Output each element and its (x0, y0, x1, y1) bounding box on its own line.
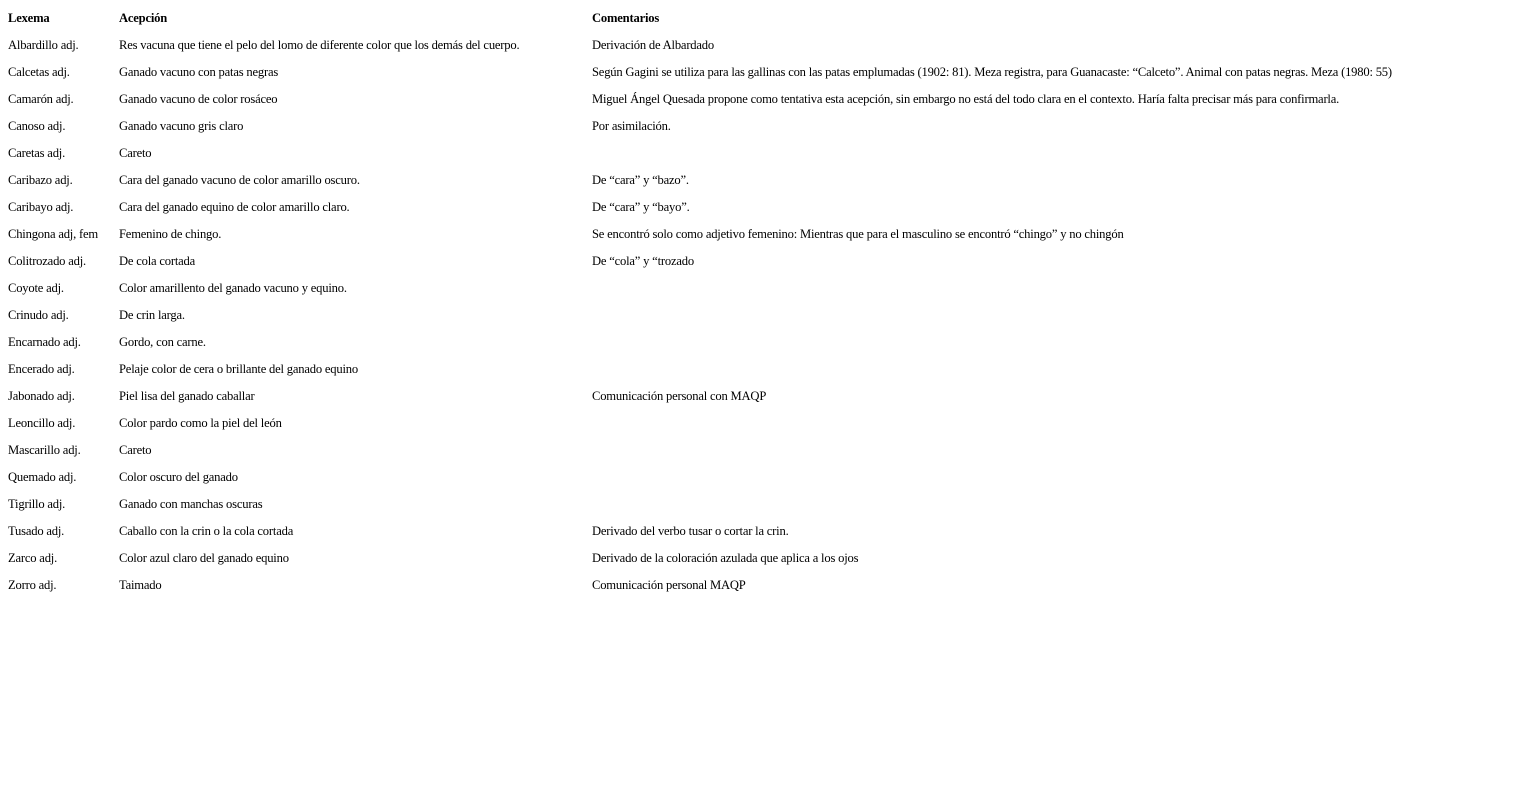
cell-acepcion: Color pardo como la piel del león (119, 416, 282, 431)
cell-lexema: Caribazo adj. (8, 173, 73, 188)
header-acepcion: Acepción (119, 11, 168, 26)
table-row (4, 248, 1521, 275)
cell-lexema: Encerado adj. (8, 362, 75, 377)
cell-comentario: Derivado de la coloración azulada que aplica a los ojos (592, 551, 859, 566)
cell-comentario (588, 329, 1521, 356)
cell-lexema: Jabonado adj. (8, 389, 75, 404)
table-row (4, 113, 1521, 140)
table-row (4, 572, 1521, 599)
cell-acepcion: Ganado vacuno con patas negras (119, 65, 279, 80)
cell-comentario (588, 491, 1521, 518)
cell-acepcion: Pelaje color de cera o brillante del ganado equino (119, 362, 358, 377)
cell-lexema: Tigrillo adj. (8, 497, 66, 512)
cell-comentario: De “cara” y “bazo”. (592, 173, 689, 188)
cell-lexema: Crinudo adj. (8, 308, 69, 323)
cell-lexema: Quemado adj. (8, 470, 77, 485)
cell-acepcion: Cara del ganado equino de color amarillo claro. (119, 200, 350, 215)
table-row (4, 221, 1521, 248)
cell-comentario: De “cara” y “bayo”. (592, 200, 690, 215)
table-row (4, 59, 1521, 86)
cell-acepcion: Careto (119, 146, 152, 161)
cell-comentario (588, 410, 1521, 437)
cell-lexema: Calcetas adj. (8, 65, 70, 80)
cell-acepcion: De crin larga. (119, 308, 185, 323)
table-row (4, 32, 1521, 59)
cell-lexema: Coyote adj. (8, 281, 64, 296)
cell-lexema: Caretas adj. (8, 146, 66, 161)
cell-acepcion: Caballo con la crin o la cola cortada (119, 524, 294, 539)
table-row (4, 383, 1521, 410)
cell-comentario (588, 275, 1521, 302)
header-lexema: Lexema (8, 11, 50, 26)
table-row (4, 140, 1521, 167)
cell-comentario (588, 437, 1521, 464)
cell-acepcion: Ganado vacuno gris claro (119, 119, 244, 134)
cell-lexema: Leoncillo adj. (8, 416, 76, 431)
cell-comentario: Derivado del verbo tusar o cortar la crin. (592, 524, 789, 539)
cell-comentario: Comunicación personal MAQP (592, 578, 746, 593)
table-row (4, 410, 1521, 437)
table-row (4, 356, 1521, 383)
cell-acepcion: Color amarillento del ganado vacuno y equino. (119, 281, 347, 296)
cell-acepcion: Careto (119, 443, 152, 458)
cell-lexema: Albardillo adj. (8, 38, 79, 53)
cell-comentario: Por asimilación. (592, 119, 671, 134)
cell-comentario (588, 356, 1521, 383)
table-row (4, 302, 1521, 329)
cell-acepcion: Ganado con manchas oscuras (119, 497, 263, 512)
cell-comentario: De “cola” y “trozado (592, 254, 694, 269)
header-comentarios: Comentarios (592, 11, 660, 26)
table-row (4, 194, 1521, 221)
cell-lexema: Colitrozado adj. (8, 254, 86, 269)
cell-comentario (588, 140, 1521, 167)
cell-lexema: Zorro adj. (8, 578, 57, 593)
table-row (4, 275, 1521, 302)
cell-lexema: Canoso adj. (8, 119, 66, 134)
cell-lexema: Caribayo adj. (8, 200, 74, 215)
cell-acepcion: Cara del ganado vacuno de color amarillo oscuro. (119, 173, 360, 188)
cell-comentario: Según Gagini se utiliza para las gallinas con las patas emplumadas (1902: 81). Meza registra, para Guanacaste: “Calceto”. Animal con patas negras. Meza (1980: 55) (592, 65, 1392, 80)
table-row (4, 464, 1521, 491)
cell-acepcion: Ganado vacuno de color rosáceo (119, 92, 278, 107)
cell-comentario: Miguel Ángel Quesada propone como tentativa esta acepción, sin embargo no está del todo clara en el contexto. Haría falta precisar más para confirmarla. (592, 92, 1340, 107)
cell-acepcion: Res vacuna que tiene el pelo del lomo de diferente color que los demás del cuerpo. (119, 38, 520, 53)
cell-acepcion: Color oscuro del ganado (119, 470, 238, 485)
cell-lexema: Zarco adj. (8, 551, 58, 566)
table-header-row (4, 5, 1521, 32)
lexicon-table (4, 5, 1521, 599)
cell-lexema: Encarnado adj. (8, 335, 81, 350)
table-row (4, 167, 1521, 194)
table-row (4, 545, 1521, 572)
cell-comentario: Derivación de Albardado (592, 38, 714, 53)
cell-acepcion: Taimado (119, 578, 162, 593)
cell-lexema: Tusado adj. (8, 524, 65, 539)
cell-lexema: Chingona adj, fem (8, 227, 98, 242)
table-row (4, 329, 1521, 356)
cell-acepcion: Femenino de chingo. (119, 227, 222, 242)
cell-comentario: Se encontró solo como adjetivo femenino: Mientras que para el masculino se encontró “chingo” y no chingón (592, 227, 1124, 242)
cell-lexema: Camarón adj. (8, 92, 74, 107)
cell-acepcion: Gordo, con carne. (119, 335, 206, 350)
table-row (4, 518, 1521, 545)
table-row (4, 86, 1521, 113)
cell-acepcion: Piel lisa del ganado caballar (119, 389, 255, 404)
cell-comentario (588, 464, 1521, 491)
cell-comentario (588, 302, 1521, 329)
cell-lexema: Mascarillo adj. (8, 443, 81, 458)
cell-acepcion: Color azul claro del ganado equino (119, 551, 289, 566)
cell-comentario: Comunicación personal con MAQP (592, 389, 767, 404)
table-row (4, 437, 1521, 464)
cell-acepcion: De cola cortada (119, 254, 196, 269)
table-row (4, 491, 1521, 518)
